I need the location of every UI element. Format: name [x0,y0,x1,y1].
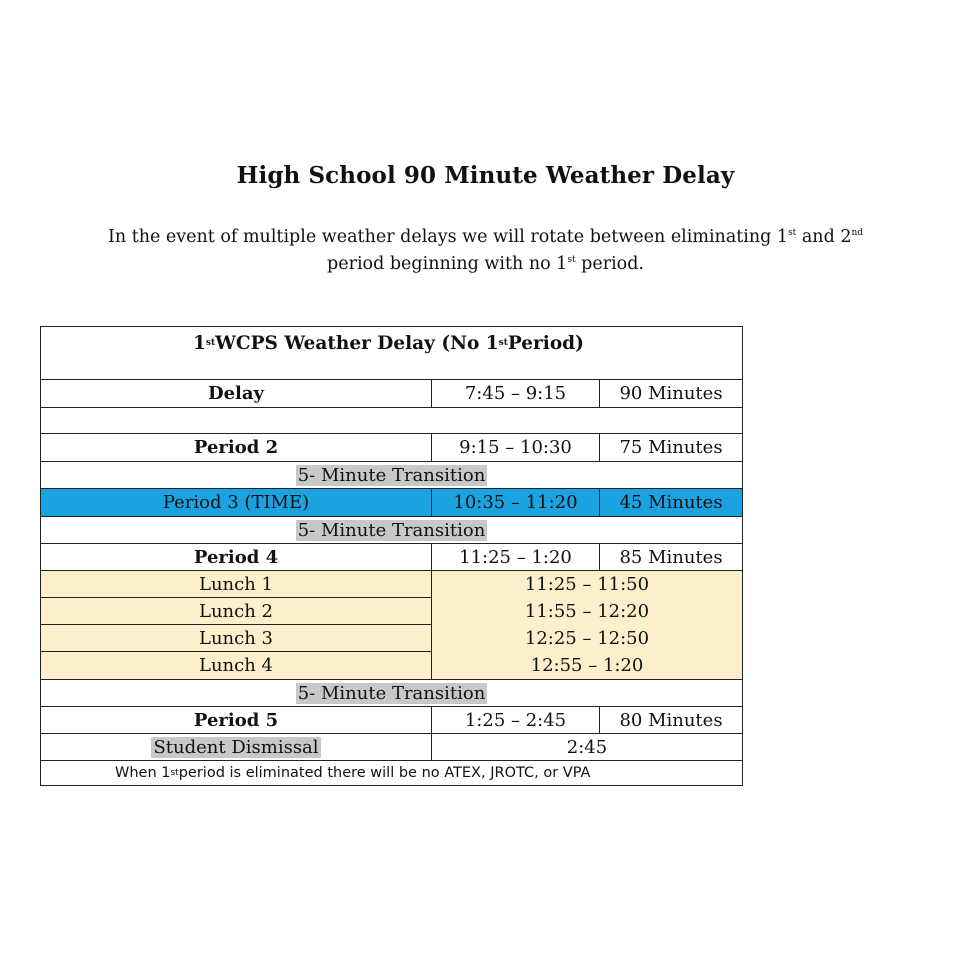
transition-1-label: 5- Minute Transition [297,464,486,486]
dismissal-time: 2:45 [431,734,742,760]
table-row-transition-1 [41,462,742,489]
lunch-4-time: 12:55 – 1:20 [530,655,644,676]
table-row-delay [41,380,742,408]
table-row-period-3 [41,489,742,517]
period-2-label: Period 2 [193,437,279,458]
table-row-lunch-3 [41,625,431,652]
period-3-duration: 45 Minutes [599,489,742,516]
table-header: 1 st WCPS Weather Delay (No 1 st Period) [193,332,584,354]
table-row-spacer [41,408,742,434]
table-row-dismissal [41,734,742,761]
table-row-period-5 [41,707,742,734]
table-row-period-2 [41,434,742,462]
ordinal-suffix: st [788,228,797,238]
lunch-times-cell [431,571,742,680]
delay-time: 7:45 – 9:15 [431,380,599,407]
period-4-duration: 85 Minutes [599,544,742,570]
lunch-3-label: Lunch 3 [199,627,273,649]
intro-text: In the event of multiple weather delays we will rotate between eliminating 1 [107,227,789,247]
lunch-4-label: Lunch 4 [199,655,273,676]
table-row-period-4 [41,544,742,571]
period-4-label: Period 4 [193,546,279,568]
period-4-time: 11:25 – 1:20 [431,544,599,570]
page-title: High School 90 Minute Weather Delay [236,162,735,189]
table-row-lunch-1 [41,571,431,598]
table-row-transition-3 [41,680,742,707]
table-header-row [41,327,742,380]
intro-text: and 2 [796,227,852,247]
ordinal-suffix: st [567,255,576,265]
intro-text: period. [575,254,644,274]
ordinal-suffix: nd [851,228,864,238]
lunch-2-time: 11:55 – 12:20 [524,601,650,622]
table-row-lunch-2 [41,598,431,625]
delay-label: Delay [207,383,265,404]
period-2-duration: 75 Minutes [599,434,742,461]
delay-duration: 90 Minutes [599,380,742,407]
intro-paragraph [60,224,911,278]
lunch-1-time: 11:25 – 11:50 [524,574,650,595]
period-5-time: 1:25 – 2:45 [431,707,599,733]
period-3-time: 10:35 – 11:20 [431,489,599,516]
intro-line-2 [60,251,911,278]
transition-2-label: 5- Minute Transition [297,519,486,541]
schedule-table [40,326,743,786]
footnote: When 1 st period is eliminated there will be no ATEX, JROTC, or VPA [115,765,591,781]
table-row-lunch-4 [41,652,431,680]
intro-line-1 [60,224,911,251]
table-row-footnote [41,761,742,785]
dismissal-label: Student Dismissal [153,736,319,758]
period-3-label: Period 3 (TIME) [162,492,310,513]
period-5-duration: 80 Minutes [599,707,742,733]
table-row-transition-2 [41,517,742,544]
transition-3-label: 5- Minute Transition [297,682,486,704]
period-2-time: 9:15 – 10:30 [431,434,599,461]
lunch-3-time: 12:25 – 12:50 [524,628,650,649]
intro-text: period beginning with no 1 [327,254,568,274]
lunch-2-label: Lunch 2 [199,600,273,622]
lunch-1-label: Lunch 1 [199,573,273,595]
period-5-label: Period 5 [193,709,279,731]
